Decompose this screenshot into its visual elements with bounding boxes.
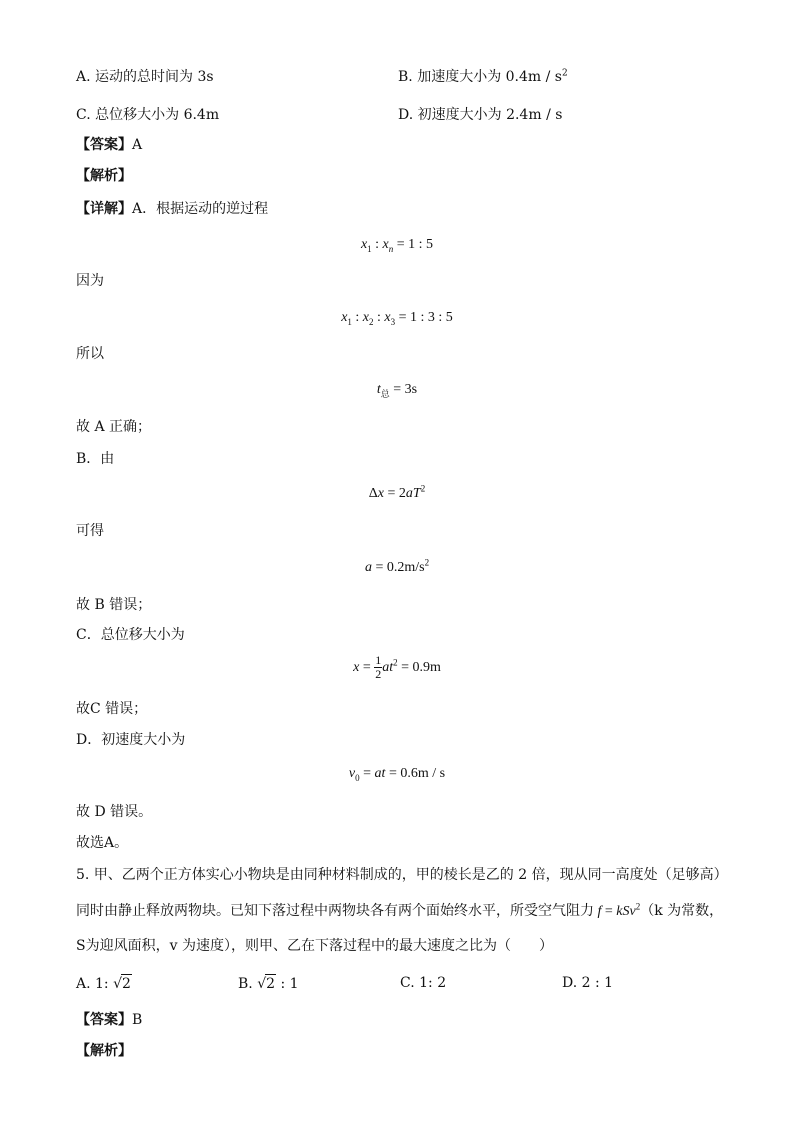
b-wrong: 故 B 错误； xyxy=(76,597,152,613)
analysis-label: 【解析】 xyxy=(76,168,132,184)
equation-6: x = $\frac{1}{2}$ $at^2 = 0.9m$ xyxy=(353,653,441,682)
equation-5: $a = 0.2m/s^2$ xyxy=(364,557,430,575)
obtain-text: 可得 xyxy=(76,523,104,539)
because-text: 因为 xyxy=(76,273,104,289)
d-wrong: 故 D 错误。 xyxy=(76,804,153,820)
option-c: C. 总位移大小为 6.4m xyxy=(76,107,220,123)
b-by: B．由 xyxy=(76,451,115,467)
q5-option-a: A. 1: √2 xyxy=(76,976,131,992)
q5-analysis-label: 【解析】 xyxy=(76,1043,132,1059)
q5-option-c: C. 1: 2 xyxy=(400,975,447,991)
option-d: D. 初速度大小为 2.4m / s xyxy=(398,107,563,123)
therefore-text: 所以 xyxy=(76,346,104,362)
option-a: A. 运动的总时间为 3s xyxy=(76,69,214,85)
q5-option-d: D. 2 : 1 xyxy=(562,975,614,991)
answer-label: 【答案】 xyxy=(76,137,132,153)
equation-1: $x_1$ : $x_n = 1$ : 5 xyxy=(360,237,434,254)
q5-line2: 同时由静止释放两物块。已知下落过程中两物块各有两个面始终水平，所受空气阻力 f = kSv$^2$（k 为常数， xyxy=(76,901,724,919)
q5-option-b: B. √2 : 1 xyxy=(238,976,299,992)
detail-line: 【详解】A．根据运动的逆过程 xyxy=(76,201,269,217)
equation-2: $x_1$ : $x_2$ : $x_3 = 1$ : 3 : 5 xyxy=(341,310,453,327)
option-b: B. 加速度大小为 $0.4m / s^2$ xyxy=(398,68,568,85)
answer-line xyxy=(76,136,142,154)
a-correct: 故 A 正确； xyxy=(76,419,152,435)
q5-line3: S为迎风面积，v 为速度），则甲、乙在下落过程中的最大速度之比为（ ） xyxy=(76,938,553,954)
equation-7: $v_0$ = at = 0.6m / s xyxy=(348,766,446,783)
answer-value: A xyxy=(132,137,143,153)
choose-text: 故选A。 xyxy=(76,835,129,851)
equation-3: $t_总 = 3s$ xyxy=(376,382,418,399)
equation-4: $\Delta x = 2aT^2$ xyxy=(368,483,426,501)
c-wrong: 故C 错误； xyxy=(76,701,148,717)
d-text: D．初速度大小为 xyxy=(76,732,186,748)
q5-line1: 5. 甲、乙两个正方体实心小物块是由同种材料制成的，甲的棱长是乙的 2 倍，现从同一高度处（足够高） xyxy=(76,867,728,883)
q5-answer-line: 【答案】B xyxy=(76,1012,143,1028)
c-text: C．总位移大小为 xyxy=(76,627,185,643)
